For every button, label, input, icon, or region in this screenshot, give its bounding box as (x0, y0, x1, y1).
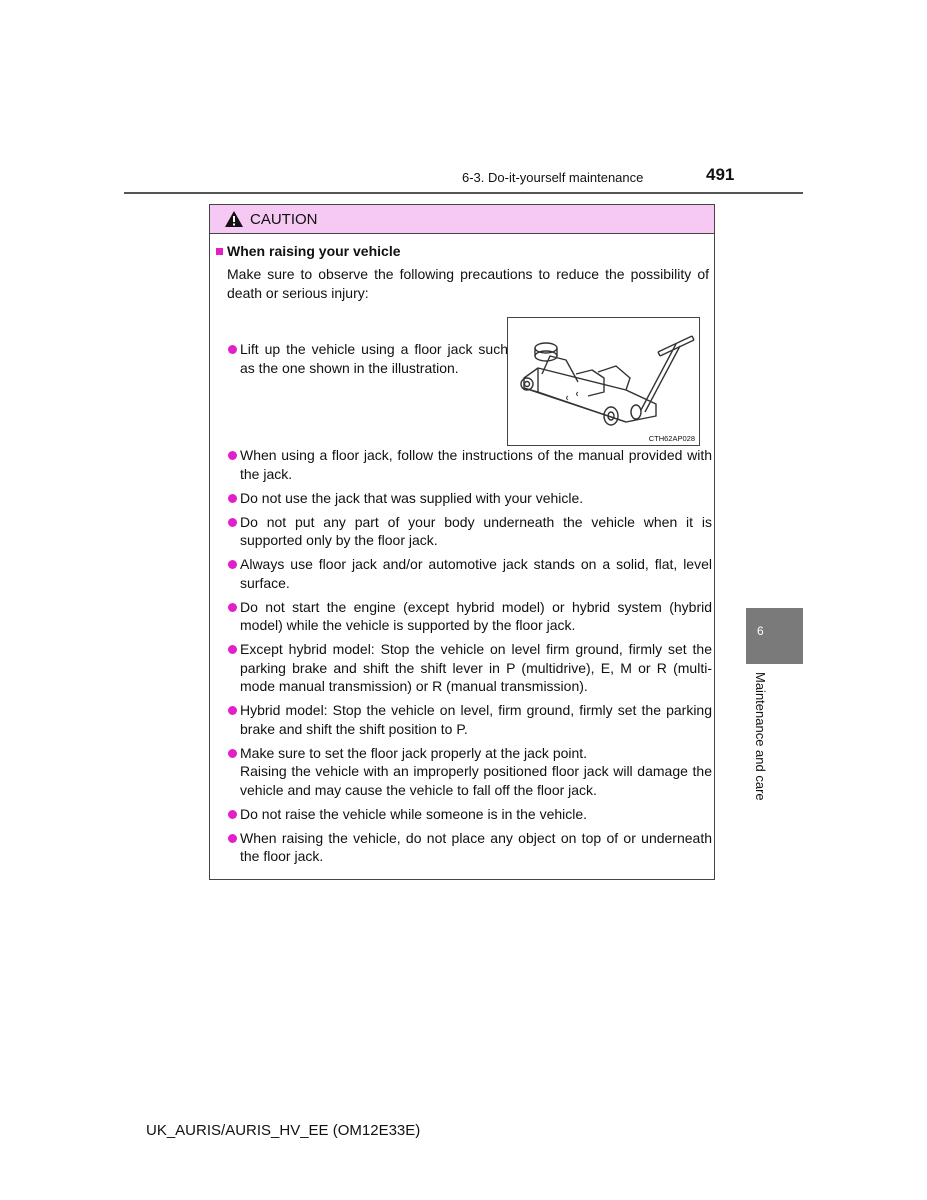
header-divider (124, 192, 803, 194)
figure-code: CTH62AP028 (648, 434, 695, 443)
section-title (216, 243, 401, 259)
chapter-number: 6 (757, 624, 764, 638)
list-item: When using a floor jack, follow the instructions of the manual provided with the jack. (227, 446, 712, 483)
intro-text: Make sure to observe the following precautions to reduce the possibility of death or serious injury: (227, 266, 709, 301)
list-item: Hybrid model: Stop the vehicle on level, firm ground, firmly set the parking brake and shift the shift position to P. (227, 701, 712, 738)
square-bullet-icon (216, 248, 223, 255)
section-heading: 6-3. Do-it-yourself maintenance (462, 170, 644, 185)
caution-title: CAUTION (250, 210, 318, 228)
bullet-dot-icon (228, 451, 237, 460)
list-item: Make sure to set the floor jack properly at the jack point. Raising the vehicle with an improperly positioned floor jack will damage the vehicle and may cause the vehicle to fall off the floor jack. (227, 744, 712, 800)
bullet-dot-icon (228, 560, 237, 569)
footer-model-code: UK_AURIS/AURIS_HV_EE (OM12E33E) (146, 1122, 421, 1139)
section-title-text: When raising your vehicle (227, 243, 401, 259)
bullet-note: Raising the vehicle with an improperly positioned floor jack will damage the vehicle and may cause the vehicle to fall off the floor jack. (240, 763, 712, 798)
floor-jack-icon (508, 318, 699, 433)
bullet-dot-icon (228, 645, 237, 654)
bullet-dot-icon (228, 518, 237, 527)
bullet-dot-icon (228, 494, 237, 503)
bullet-dot-icon (228, 749, 237, 758)
figure-bullet (227, 340, 508, 377)
list-item: When raising the vehicle, do not place any object on top of or underneath the floor jack. (227, 829, 712, 866)
list-item: Do not use the jack that was supplied with your vehicle. (227, 489, 712, 508)
precaution-list (227, 446, 712, 871)
chapter-tab (746, 608, 803, 664)
figure-bullet-text: Lift up the vehicle using a floor jack such as the one shown in the illustration. (240, 341, 508, 376)
warning-icon (224, 210, 244, 228)
list-item: Except hybrid model: Stop the vehicle on level firm ground, firmly set the parking brake and shift the shift lever in P (multidrive), E, M or R (multi-mode manual transmission) or R (manual transmission). (227, 640, 712, 696)
page-number: 491 (706, 165, 735, 184)
list-item: Do not raise the vehicle while someone is in the vehicle. (227, 805, 712, 824)
bullet-dot-icon (228, 834, 237, 843)
floor-jack-illustration (507, 317, 700, 446)
bullet-dot-icon (228, 810, 237, 819)
list-item: Always use floor jack and/or automotive jack stands on a solid, flat, level surface. (227, 555, 712, 592)
bullet-dot-icon (228, 706, 237, 715)
bullet-dot-icon (228, 603, 237, 612)
list-item: Do not put any part of your body underneath the vehicle when it is supported only by the floor jack. (227, 513, 712, 550)
caution-header (210, 205, 714, 234)
caution-box (209, 204, 715, 880)
bullet-dot-icon (228, 345, 237, 354)
list-item: Do not start the engine (except hybrid model) or hybrid system (hybrid model) while the vehicle is supported by the floor jack. (227, 598, 712, 635)
chapter-label: Maintenance and care (753, 672, 768, 801)
